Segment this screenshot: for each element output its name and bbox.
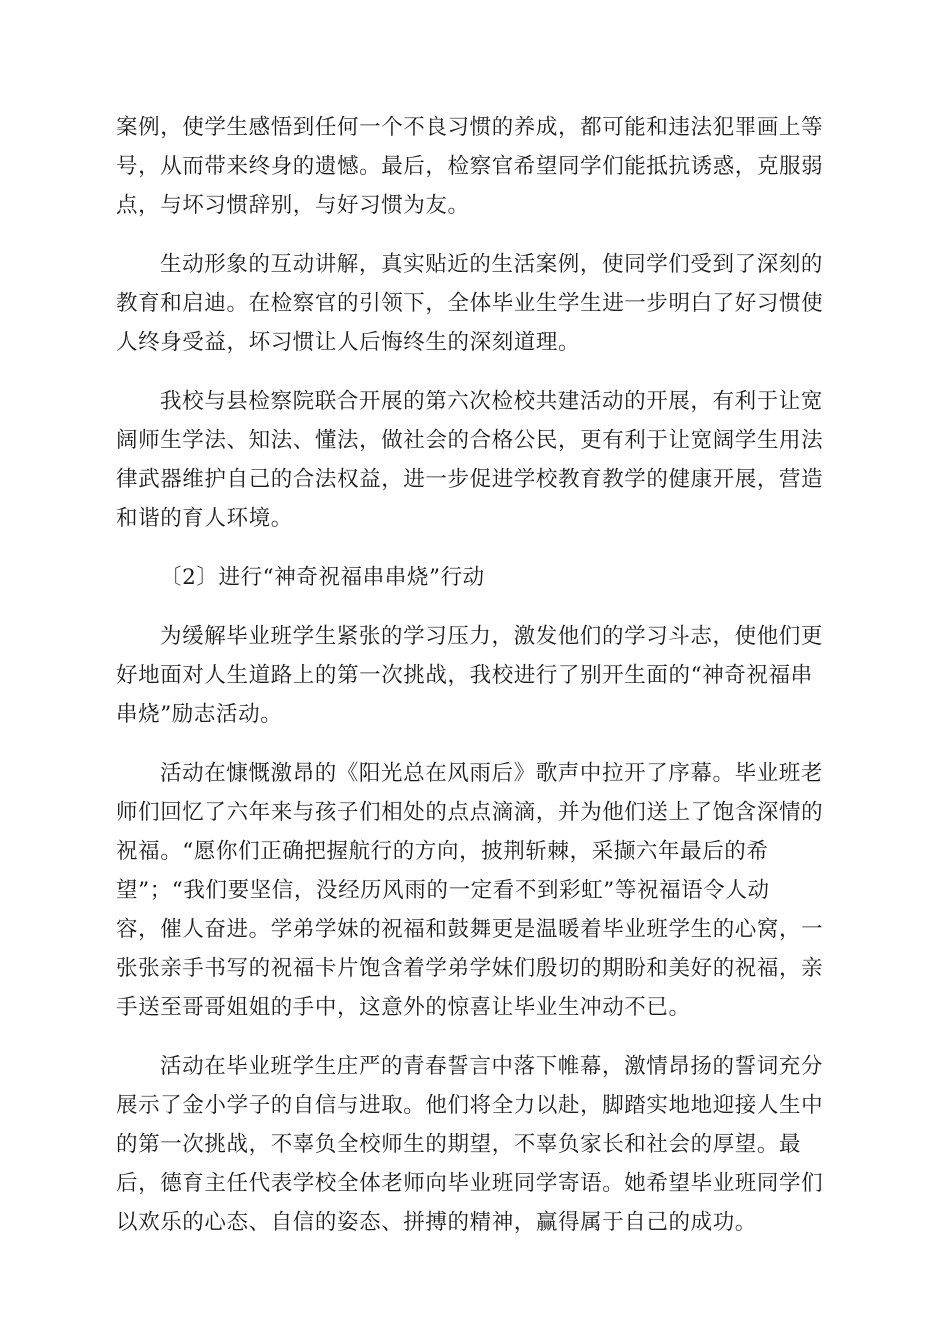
- paragraph-activity-opening: [116, 754, 832, 1027]
- text-line: 为缓解毕业班学生紧张的学习压力，激发他们的学习斗志，使他们更: [160, 624, 824, 649]
- text-line: 张张亲手书写的祝福卡片饱含着学弟学妹们殷切的期盼和美好的祝福，亲: [116, 956, 824, 981]
- paragraph-relieve-pressure: [116, 617, 832, 734]
- text-line: 师们回忆了六年来与孩子们相处的点点滴滴，并为他们送上了饱含深情的: [116, 800, 824, 825]
- text-line: 和谐的育人环境。: [116, 506, 293, 531]
- paragraph-activity-closing: [116, 1047, 832, 1242]
- text-line: 案例，使学生感悟到任何一个不良习惯的养成，都可能和违法犯罪画上等: [116, 115, 824, 140]
- text-line: 望”；“我们要坚信，没经历风雨的一定看不到彩虹”等祝福语令人动: [116, 878, 770, 903]
- paragraph-case-conclusion: [116, 108, 832, 225]
- text-line: 阔师生学法、知法、懂法，做社会的合格公民，更有利于让宽阔学生用法: [116, 428, 824, 453]
- text-line: 的第一次挑战，不辜负全校师生的期望，不辜负家长和社会的厚望。最: [116, 1132, 802, 1157]
- text-line: 人终身受益，坏习惯让人后悔终生的深刻道理。: [116, 330, 581, 355]
- document-body: [116, 108, 832, 1262]
- text-line: 后，德育主任代表学校全体老师向毕业班同学寄语。她希望毕业班同学们: [116, 1171, 824, 1196]
- text-line: 活动在慷慨激昂的《阳光总在风雨后》歌声中拉开了序幕。毕业班老: [160, 761, 824, 786]
- section-heading-blessing-activity: [116, 558, 832, 597]
- text-line: 点，与坏习惯辞别，与好习惯为友。: [116, 193, 470, 218]
- text-line: 串烧”励志活动。: [116, 702, 283, 727]
- text-line: 容，催人奋进。学弟学妹的祝福和鼓舞更是温暖着毕业班学生的心窝，一: [116, 917, 824, 942]
- text-line: 祝福。“愿你们正确把握航行的方向，披荆斩棘，采撷六年最后的希: [116, 839, 769, 864]
- text-line: 好地面对人生道路上的第一次挑战，我校进行了别开生面的“神奇祝福串: [116, 663, 813, 688]
- text-line: 展示了金小学子的自信与进取。他们将全力以赴，脚踏实地地迎接人生中: [116, 1093, 824, 1118]
- text-line: 生动形象的互动讲解，真实贴近的生活案例，使同学们受到了深刻的: [160, 252, 824, 277]
- text-line: 号，从而带来终身的遗憾。最后，检察官希望同学们能抵抗诱惑，克服弱: [116, 154, 824, 179]
- text-line: 我校与县检察院联合开展的第六次检校共建活动的开展，有利于让宽: [160, 389, 824, 414]
- text-line: 律武器维护自己的合法权益，进一步促进学校教育教学的健康开展，营造: [116, 467, 824, 492]
- text-line: 手送至哥哥姐姐的手中，这意外的惊喜让毕业生冲动不已。: [116, 995, 691, 1020]
- text-line: 活动在毕业班学生庄严的青春誓言中落下帷幕，激情昂扬的誓词充分: [160, 1054, 824, 1079]
- paragraph-interactive-lecture: [116, 245, 832, 362]
- paragraph-joint-activity: [116, 382, 832, 538]
- text-line: 教育和启迪。在检察官的引领下，全体毕业生学生进一步明白了好习惯使: [116, 291, 824, 316]
- text-line: 以欢乐的心态、自信的姿态、拼搏的精神，赢得属于自己的成功。: [116, 1210, 757, 1235]
- text-line: 〔2〕进行“神奇祝福串串烧”行动: [160, 565, 485, 590]
